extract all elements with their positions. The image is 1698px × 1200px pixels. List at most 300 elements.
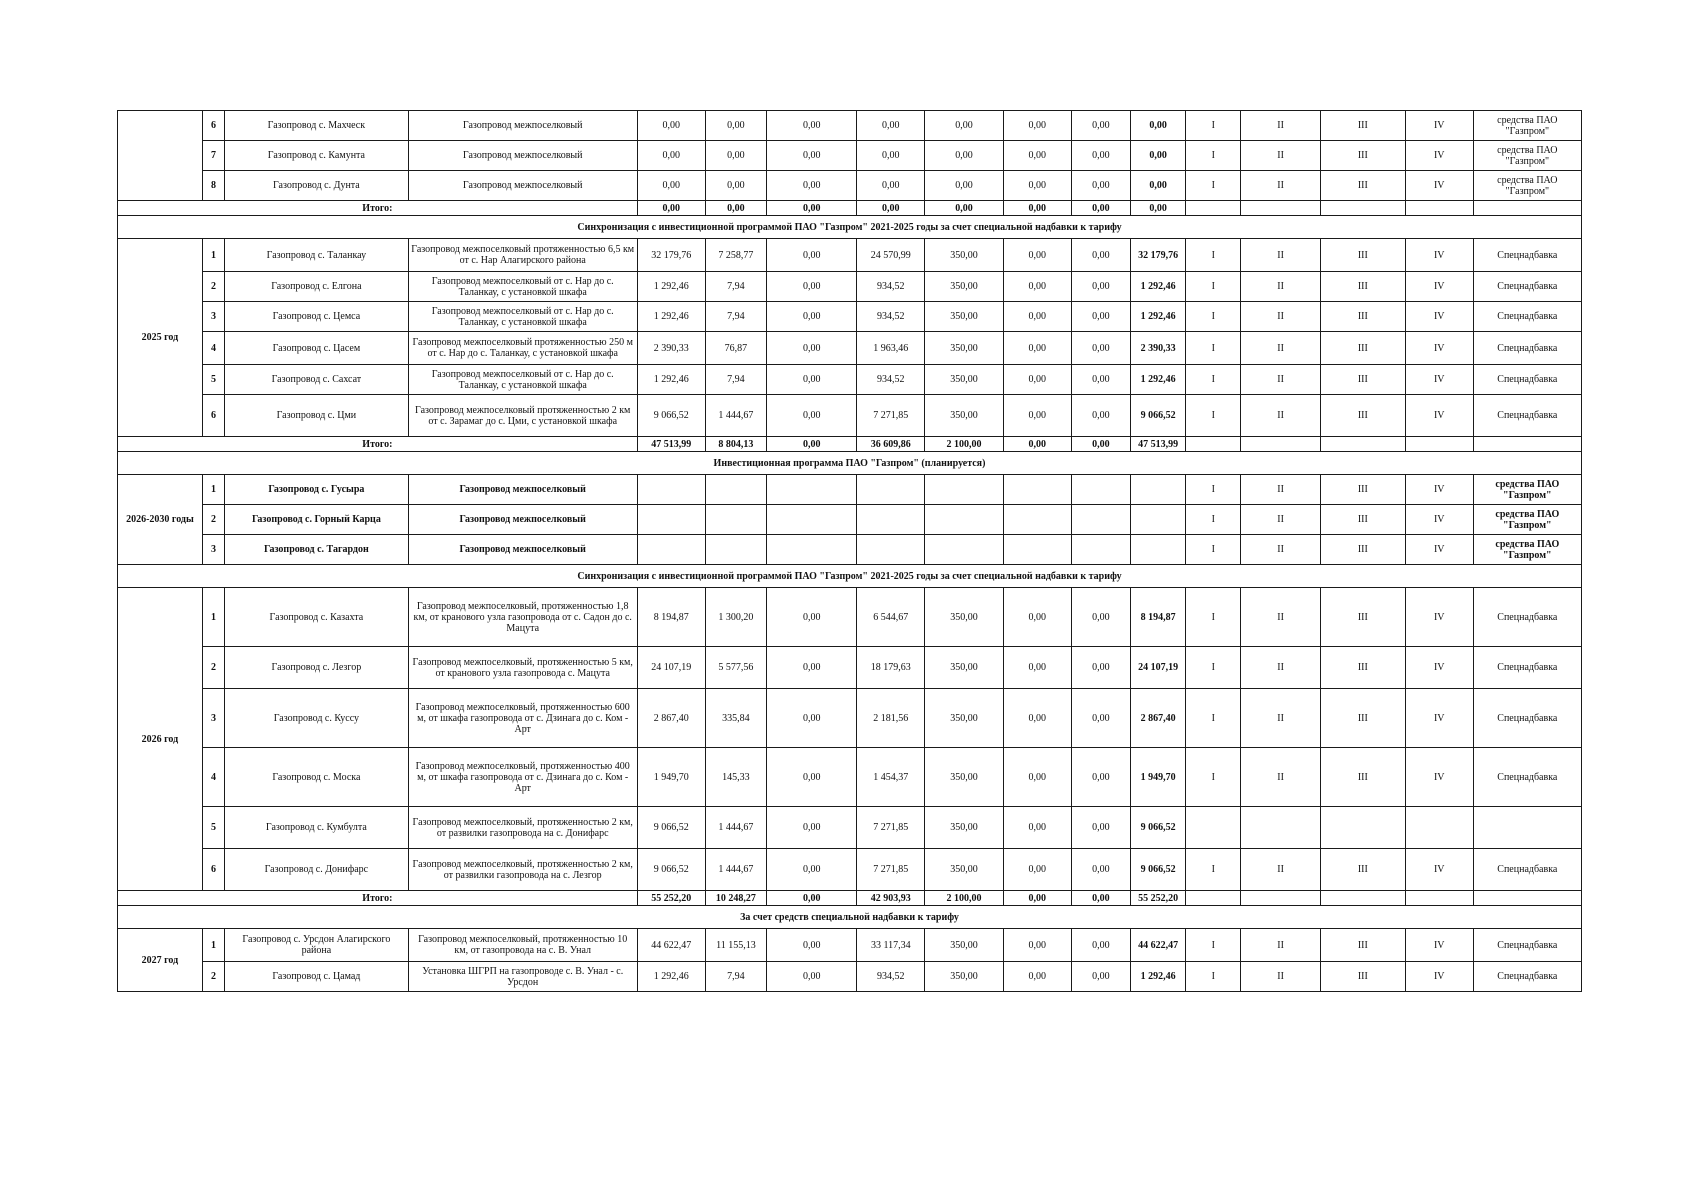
cell-v6 xyxy=(1003,475,1071,505)
cell-q1: I xyxy=(1186,141,1241,171)
cell-source: Спецнадбавка xyxy=(1473,647,1581,689)
cell-q3: III xyxy=(1320,171,1405,201)
cell-v3: 0,00 xyxy=(767,647,857,689)
investment-program-table xyxy=(117,110,1582,992)
cell-q4: IV xyxy=(1405,302,1473,332)
cell-q3: III xyxy=(1320,111,1405,141)
cell-v5: 350,00 xyxy=(925,239,1004,272)
section-header-row xyxy=(118,216,1582,239)
row-number: 4 xyxy=(202,748,224,807)
total-v7: 0,00 xyxy=(1071,201,1130,216)
cell-q1: I xyxy=(1186,239,1241,272)
year-cell: 2026 год xyxy=(118,588,203,891)
cell-desc: Газопровод межпоселковый от с. Нар до с. Таланкау, с установкой шкафа xyxy=(408,302,637,332)
cell-v3: 0,00 xyxy=(767,171,857,201)
table-row xyxy=(118,535,1582,565)
cell-v4: 2 181,56 xyxy=(857,689,925,748)
cell-v6: 0,00 xyxy=(1003,588,1071,647)
cell-total: 1 292,46 xyxy=(1131,365,1186,395)
year-cell: 2026-2030 годы xyxy=(118,475,203,565)
cell-q4: IV xyxy=(1405,395,1473,437)
total-row xyxy=(118,437,1582,452)
cell-q4: IV xyxy=(1405,475,1473,505)
cell-v4: 24 570,99 xyxy=(857,239,925,272)
empty-cell xyxy=(1320,891,1405,906)
table-row xyxy=(118,302,1582,332)
cell-v1: 1 292,46 xyxy=(637,302,705,332)
cell-v3: 0,00 xyxy=(767,332,857,365)
row-number: 2 xyxy=(202,272,224,302)
cell-source: Спецнадбавка xyxy=(1473,929,1581,962)
cell-desc: Газопровод межпоселковый, протяженностью 2 км, от развилки газопровода на с. Донифарс xyxy=(408,807,637,849)
cell-v7: 0,00 xyxy=(1071,647,1130,689)
cell-desc: Газопровод межпоселковый, протяженностью 2 км, от развилки газопровода на с. Лезгор xyxy=(408,849,637,891)
cell-total xyxy=(1131,505,1186,535)
empty-cell xyxy=(1320,437,1405,452)
cell-v7: 0,00 xyxy=(1071,365,1130,395)
cell-v5: 350,00 xyxy=(925,588,1004,647)
cell-v1: 1 292,46 xyxy=(637,272,705,302)
cell-v2: 0,00 xyxy=(705,141,767,171)
cell-v2: 335,84 xyxy=(705,689,767,748)
row-number: 5 xyxy=(202,807,224,849)
cell-total: 1 949,70 xyxy=(1131,748,1186,807)
cell-v7 xyxy=(1071,505,1130,535)
table-row xyxy=(118,689,1582,748)
cell-q3: III xyxy=(1320,748,1405,807)
total-label: Итого: xyxy=(118,437,638,452)
cell-name: Газопровод с. Лезгор xyxy=(225,647,409,689)
cell-q1: I xyxy=(1186,111,1241,141)
cell-v5: 350,00 xyxy=(925,748,1004,807)
row-number: 2 xyxy=(202,647,224,689)
cell-total: 9 066,52 xyxy=(1131,849,1186,891)
cell-total: 2 867,40 xyxy=(1131,689,1186,748)
cell-desc: Газопровод межпоселковый, протяженностью 5 км, от кранового узла газопровода с. Мацута xyxy=(408,647,637,689)
table-row xyxy=(118,365,1582,395)
cell-source: Спецнадбавка xyxy=(1473,332,1581,365)
cell-v6: 0,00 xyxy=(1003,171,1071,201)
cell-desc: Установка ШГРП на газопроводе с. В. Унал - с. Урсдон xyxy=(408,962,637,992)
cell-total: 24 107,19 xyxy=(1131,647,1186,689)
cell-source: Спецнадбавка xyxy=(1473,849,1581,891)
cell-v5: 350,00 xyxy=(925,929,1004,962)
cell-v2: 1 300,20 xyxy=(705,588,767,647)
cell-v1 xyxy=(637,505,705,535)
cell-v1: 9 066,52 xyxy=(637,807,705,849)
cell-v3: 0,00 xyxy=(767,748,857,807)
row-number: 1 xyxy=(202,929,224,962)
cell-v5: 350,00 xyxy=(925,807,1004,849)
total-v2: 0,00 xyxy=(705,201,767,216)
section-title: Синхронизация с инвестиционной программой ПАО "Газпром" 2021-2025 годы за счет специальной надбавки к тарифу xyxy=(118,565,1582,588)
table-row xyxy=(118,929,1582,962)
cell-q1: I xyxy=(1186,849,1241,891)
cell-v3: 0,00 xyxy=(767,395,857,437)
cell-total: 2 390,33 xyxy=(1131,332,1186,365)
cell-v2: 7,94 xyxy=(705,365,767,395)
cell-q4: IV xyxy=(1405,849,1473,891)
cell-q2: II xyxy=(1241,505,1321,535)
empty-cell xyxy=(1405,201,1473,216)
cell-v7 xyxy=(1071,535,1130,565)
cell-desc: Газопровод межпоселковый, протяженностью 400 м, от шкафа газопровода от с. Дзинага до с. Ком - Арт xyxy=(408,748,637,807)
empty-cell xyxy=(1473,891,1581,906)
cell-source: средства ПАО "Газпром" xyxy=(1473,535,1581,565)
row-number: 4 xyxy=(202,332,224,365)
empty-cell xyxy=(1186,437,1241,452)
cell-q1: I xyxy=(1186,505,1241,535)
cell-q3: III xyxy=(1320,475,1405,505)
year-cell: 2025 год xyxy=(118,239,203,437)
cell-desc: Газопровод межпоселковый протяженностью 2 км от с. Зарамаг до с. Цми, с установкой шкафа xyxy=(408,395,637,437)
cell-v7: 0,00 xyxy=(1071,962,1130,992)
cell-source: средства ПАО "Газпром" xyxy=(1473,171,1581,201)
empty-cell xyxy=(1241,201,1321,216)
table-row xyxy=(118,647,1582,689)
cell-q4: IV xyxy=(1405,929,1473,962)
cell-v1: 9 066,52 xyxy=(637,395,705,437)
cell-v3: 0,00 xyxy=(767,962,857,992)
table-row xyxy=(118,748,1582,807)
cell-source xyxy=(1473,807,1581,849)
cell-v5: 350,00 xyxy=(925,332,1004,365)
cell-desc: Газопровод межпоселковый от с. Нар до с. Таланкау, с установкой шкафа xyxy=(408,272,637,302)
cell-name: Газопровод с. Цемса xyxy=(225,302,409,332)
cell-v2: 1 444,67 xyxy=(705,395,767,437)
cell-v3: 0,00 xyxy=(767,111,857,141)
cell-v3: 0,00 xyxy=(767,588,857,647)
cell-v6: 0,00 xyxy=(1003,929,1071,962)
table-row xyxy=(118,475,1582,505)
cell-total: 9 066,52 xyxy=(1131,807,1186,849)
cell-v4: 18 179,63 xyxy=(857,647,925,689)
section-title: Инвестиционная программа ПАО "Газпром" (планируется) xyxy=(118,452,1582,475)
cell-q3: III xyxy=(1320,505,1405,535)
table-row xyxy=(118,807,1582,849)
cell-q3: III xyxy=(1320,588,1405,647)
total-v5: 0,00 xyxy=(925,201,1004,216)
cell-v4: 934,52 xyxy=(857,302,925,332)
cell-q2: II xyxy=(1241,239,1321,272)
cell-source: Спецнадбавка xyxy=(1473,395,1581,437)
cell-q2: II xyxy=(1241,849,1321,891)
cell-v4: 7 271,85 xyxy=(857,849,925,891)
total-v7: 0,00 xyxy=(1071,891,1130,906)
cell-v1: 0,00 xyxy=(637,141,705,171)
cell-source: Спецнадбавка xyxy=(1473,365,1581,395)
section-title: Синхронизация с инвестиционной программой ПАО "Газпром" 2021-2025 годы за счет специальной надбавки к тарифу xyxy=(118,216,1582,239)
cell-total: 1 292,46 xyxy=(1131,302,1186,332)
row-number: 8 xyxy=(202,171,224,201)
cell-v3: 0,00 xyxy=(767,272,857,302)
cell-v6: 0,00 xyxy=(1003,849,1071,891)
table-row xyxy=(118,849,1582,891)
cell-v4: 6 544,67 xyxy=(857,588,925,647)
cell-q2: II xyxy=(1241,475,1321,505)
cell-source: Спецнадбавка xyxy=(1473,689,1581,748)
table-row xyxy=(118,962,1582,992)
cell-q2: II xyxy=(1241,272,1321,302)
cell-q4: IV xyxy=(1405,141,1473,171)
cell-q3: III xyxy=(1320,929,1405,962)
cell-v7: 0,00 xyxy=(1071,111,1130,141)
empty-cell xyxy=(1473,437,1581,452)
cell-q3: III xyxy=(1320,302,1405,332)
cell-v6 xyxy=(1003,535,1071,565)
row-number: 2 xyxy=(202,505,224,535)
cell-v4: 934,52 xyxy=(857,272,925,302)
cell-v4: 0,00 xyxy=(857,171,925,201)
empty-cell xyxy=(1320,201,1405,216)
row-number: 3 xyxy=(202,689,224,748)
empty-cell xyxy=(1186,891,1241,906)
row-number: 6 xyxy=(202,849,224,891)
cell-name: Газопровод с. Кумбулта xyxy=(225,807,409,849)
cell-v6: 0,00 xyxy=(1003,689,1071,748)
cell-v6: 0,00 xyxy=(1003,332,1071,365)
cell-source: Спецнадбавка xyxy=(1473,588,1581,647)
cell-total: 32 179,76 xyxy=(1131,239,1186,272)
section-header-row xyxy=(118,452,1582,475)
cell-desc: Газопровод межпоселковый xyxy=(408,475,637,505)
total-v4: 36 609,86 xyxy=(857,437,925,452)
cell-total: 0,00 xyxy=(1131,111,1186,141)
cell-v4: 1 454,37 xyxy=(857,748,925,807)
cell-v6: 0,00 xyxy=(1003,748,1071,807)
cell-v3: 0,00 xyxy=(767,365,857,395)
cell-v2: 0,00 xyxy=(705,111,767,141)
cell-name: Газопровод с. Елгона xyxy=(225,272,409,302)
total-v5: 2 100,00 xyxy=(925,437,1004,452)
cell-total: 0,00 xyxy=(1131,171,1186,201)
cell-v2: 11 155,13 xyxy=(705,929,767,962)
row-number: 7 xyxy=(202,141,224,171)
total-v1: 47 513,99 xyxy=(637,437,705,452)
section-title: За счет средств специальной надбавки к тарифу xyxy=(118,906,1582,929)
cell-q2: II xyxy=(1241,365,1321,395)
cell-total: 0,00 xyxy=(1131,141,1186,171)
year-cell: 2027 год xyxy=(118,929,203,992)
cell-v6: 0,00 xyxy=(1003,962,1071,992)
total-v4: 0,00 xyxy=(857,201,925,216)
cell-q4 xyxy=(1405,807,1473,849)
cell-q2: II xyxy=(1241,171,1321,201)
cell-v7: 0,00 xyxy=(1071,748,1130,807)
cell-v7: 0,00 xyxy=(1071,239,1130,272)
cell-source: Спецнадбавка xyxy=(1473,272,1581,302)
total-total: 55 252,20 xyxy=(1131,891,1186,906)
total-row xyxy=(118,891,1582,906)
cell-name: Газопровод с. Махческ xyxy=(225,111,409,141)
cell-desc: Газопровод межпоселковый, протяженностью 10 км, от газопровода на с. В. Унал xyxy=(408,929,637,962)
cell-v5: 350,00 xyxy=(925,647,1004,689)
empty-cell xyxy=(1241,891,1321,906)
cell-total: 9 066,52 xyxy=(1131,395,1186,437)
cell-v1: 32 179,76 xyxy=(637,239,705,272)
cell-v6: 0,00 xyxy=(1003,647,1071,689)
cell-q2: II xyxy=(1241,588,1321,647)
total-v5: 2 100,00 xyxy=(925,891,1004,906)
cell-q4: IV xyxy=(1405,171,1473,201)
row-number: 2 xyxy=(202,962,224,992)
cell-q3: III xyxy=(1320,332,1405,365)
row-number: 1 xyxy=(202,588,224,647)
cell-desc: Газопровод межпоселковый протяженностью 250 м от с. Нар до с. Таланкау, с установкой шкафа xyxy=(408,332,637,365)
cell-source: Спецнадбавка xyxy=(1473,748,1581,807)
cell-desc: Газопровод межпоселковый, протяженностью 1,8 км, от кранового узла газопровода от с. Садон до с. Мацута xyxy=(408,588,637,647)
cell-v5: 350,00 xyxy=(925,302,1004,332)
cell-q3 xyxy=(1320,807,1405,849)
cell-q1: I xyxy=(1186,929,1241,962)
cell-q4: IV xyxy=(1405,588,1473,647)
table-row xyxy=(118,111,1582,141)
cell-q2: II xyxy=(1241,141,1321,171)
cell-v4: 1 963,46 xyxy=(857,332,925,365)
cell-v7: 0,00 xyxy=(1071,141,1130,171)
cell-q1: I xyxy=(1186,272,1241,302)
cell-q4: IV xyxy=(1405,689,1473,748)
cell-v3: 0,00 xyxy=(767,929,857,962)
cell-q4: IV xyxy=(1405,748,1473,807)
section-header-row xyxy=(118,906,1582,929)
cell-v1: 9 066,52 xyxy=(637,849,705,891)
row-number: 6 xyxy=(202,111,224,141)
cell-q1: I xyxy=(1186,962,1241,992)
cell-v2 xyxy=(705,505,767,535)
cell-total xyxy=(1131,475,1186,505)
cell-q1: I xyxy=(1186,302,1241,332)
cell-v7: 0,00 xyxy=(1071,849,1130,891)
cell-q1: I xyxy=(1186,365,1241,395)
cell-v1: 1 949,70 xyxy=(637,748,705,807)
cell-q3: III xyxy=(1320,365,1405,395)
cell-q1: I xyxy=(1186,332,1241,365)
cell-q2: II xyxy=(1241,929,1321,962)
empty-cell xyxy=(1241,437,1321,452)
cell-q1: I xyxy=(1186,748,1241,807)
cell-v7: 0,00 xyxy=(1071,588,1130,647)
table-row xyxy=(118,141,1582,171)
cell-v5: 350,00 xyxy=(925,395,1004,437)
cell-v4: 7 271,85 xyxy=(857,807,925,849)
cell-v3: 0,00 xyxy=(767,302,857,332)
cell-desc: Газопровод межпоселковый xyxy=(408,111,637,141)
row-number: 5 xyxy=(202,365,224,395)
total-label: Итого: xyxy=(118,891,638,906)
cell-v6: 0,00 xyxy=(1003,302,1071,332)
cell-desc: Газопровод межпоселковый xyxy=(408,505,637,535)
cell-v6: 0,00 xyxy=(1003,807,1071,849)
cell-v4: 934,52 xyxy=(857,962,925,992)
cell-q1: I xyxy=(1186,475,1241,505)
cell-v7: 0,00 xyxy=(1071,332,1130,365)
cell-name: Газопровод с. Сахсат xyxy=(225,365,409,395)
cell-q1: I xyxy=(1186,535,1241,565)
cell-v7: 0,00 xyxy=(1071,302,1130,332)
total-v6: 0,00 xyxy=(1003,437,1071,452)
cell-v7: 0,00 xyxy=(1071,689,1130,748)
cell-q2: II xyxy=(1241,395,1321,437)
cell-name: Газопровод с. Таланкау xyxy=(225,239,409,272)
cell-total: 1 292,46 xyxy=(1131,272,1186,302)
cell-v1: 0,00 xyxy=(637,111,705,141)
total-total: 47 513,99 xyxy=(1131,437,1186,452)
cell-desc: Газопровод межпоселковый xyxy=(408,141,637,171)
cell-v4 xyxy=(857,475,925,505)
cell-v3: 0,00 xyxy=(767,141,857,171)
cell-q4: IV xyxy=(1405,365,1473,395)
cell-q4: IV xyxy=(1405,332,1473,365)
cell-q2: II xyxy=(1241,748,1321,807)
cell-source: Спецнадбавка xyxy=(1473,302,1581,332)
cell-q2: II xyxy=(1241,302,1321,332)
cell-v3 xyxy=(767,535,857,565)
cell-v6: 0,00 xyxy=(1003,141,1071,171)
cell-source: Спецнадбавка xyxy=(1473,239,1581,272)
cell-q1 xyxy=(1186,807,1241,849)
cell-name: Газопровод с. Урсдон Алагирского района xyxy=(225,929,409,962)
cell-q3: III xyxy=(1320,689,1405,748)
cell-name: Газопровод с. Цамад xyxy=(225,962,409,992)
total-v6: 0,00 xyxy=(1003,201,1071,216)
cell-q1: I xyxy=(1186,689,1241,748)
cell-source: средства ПАО "Газпром" xyxy=(1473,141,1581,171)
total-label: Итого: xyxy=(118,201,638,216)
cell-v5 xyxy=(925,475,1004,505)
cell-name: Газопровод с. Дунта xyxy=(225,171,409,201)
cell-v3: 0,00 xyxy=(767,849,857,891)
cell-q3: III xyxy=(1320,647,1405,689)
cell-total: 8 194,87 xyxy=(1131,588,1186,647)
cell-v4 xyxy=(857,505,925,535)
cell-v6: 0,00 xyxy=(1003,395,1071,437)
table-row xyxy=(118,395,1582,437)
cell-v5: 0,00 xyxy=(925,111,1004,141)
cell-q2: II xyxy=(1241,111,1321,141)
cell-name: Газопровод с. Гусыра xyxy=(225,475,409,505)
cell-v5 xyxy=(925,535,1004,565)
cell-source: Спецнадбавка xyxy=(1473,962,1581,992)
cell-v2: 7,94 xyxy=(705,272,767,302)
cell-total: 1 292,46 xyxy=(1131,962,1186,992)
table-row xyxy=(118,272,1582,302)
cell-q4: IV xyxy=(1405,239,1473,272)
cell-v5: 350,00 xyxy=(925,689,1004,748)
cell-name: Газопровод с. Камунта xyxy=(225,141,409,171)
cell-v6: 0,00 xyxy=(1003,272,1071,302)
empty-cell xyxy=(1405,437,1473,452)
cell-v1: 24 107,19 xyxy=(637,647,705,689)
cell-v2: 1 444,67 xyxy=(705,807,767,849)
cell-v4: 0,00 xyxy=(857,111,925,141)
cell-q1: I xyxy=(1186,395,1241,437)
cell-q4: IV xyxy=(1405,505,1473,535)
total-v7: 0,00 xyxy=(1071,437,1130,452)
cell-v2: 1 444,67 xyxy=(705,849,767,891)
cell-q4: IV xyxy=(1405,647,1473,689)
cell-desc: Газопровод межпоселковый xyxy=(408,535,637,565)
total-v1: 0,00 xyxy=(637,201,705,216)
cell-v1 xyxy=(637,535,705,565)
cell-v6: 0,00 xyxy=(1003,111,1071,141)
cell-q3: III xyxy=(1320,272,1405,302)
cell-v2 xyxy=(705,535,767,565)
table-row xyxy=(118,505,1582,535)
cell-desc: Газопровод межпоселковый от с. Нар до с. Таланкау, с установкой шкафа xyxy=(408,365,637,395)
cell-q3: III xyxy=(1320,239,1405,272)
cell-v4: 0,00 xyxy=(857,141,925,171)
